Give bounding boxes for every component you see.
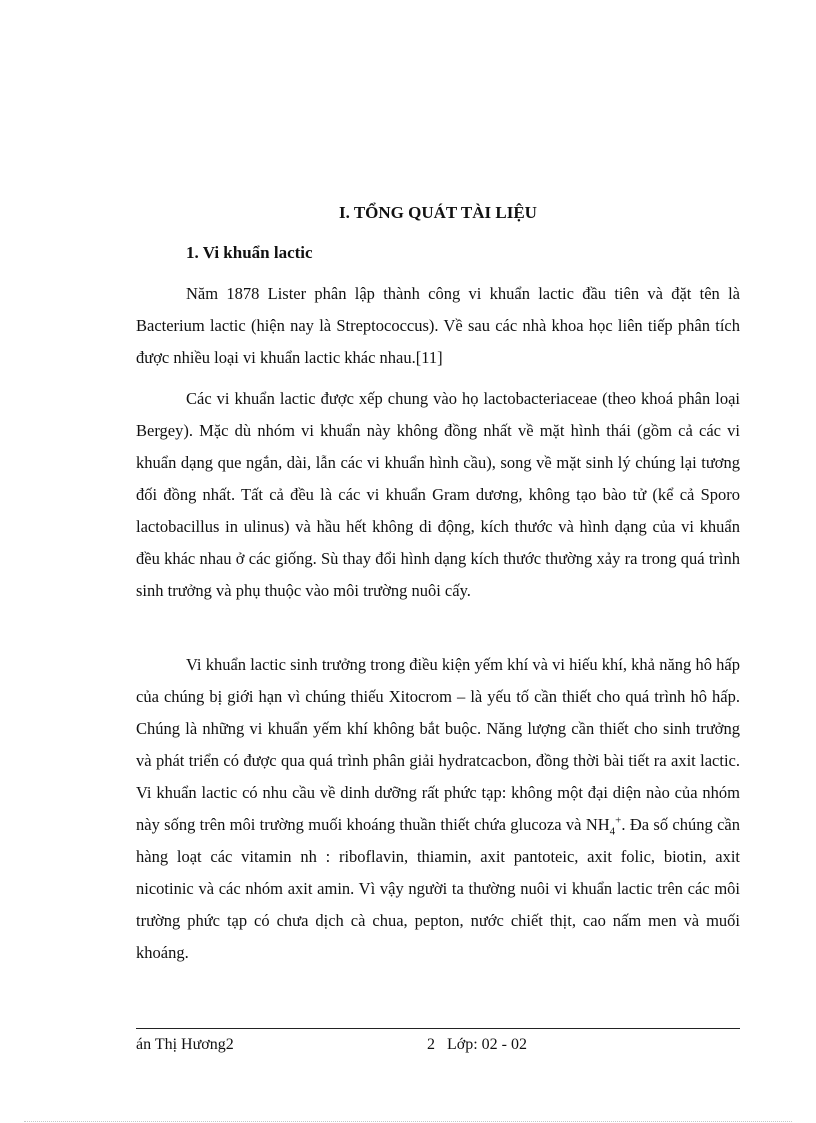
section-title: 1. Vi khuẩn lactic (186, 243, 313, 262)
chapter-heading: I. TỔNG QUÁT TÀI LIỆU (339, 203, 537, 222)
class-label: Lớp: 02 - 02 (447, 1036, 528, 1053)
ammonium-subscript: 4 (609, 825, 616, 838)
paragraph-physiology-text-2: . Đa số chúng cần hàng loạt các vitamin nh : riboflavin, thiamin, axit pantoteic, axit folic, biotin, axit nicotinic và các nhóm axit amin. Vì vậy người ta thường nuôi vi khuẩn lactic trên các môi trường phức tạp có chưa dịch cà chua, pepton, nước chiết thịt, cao nấm men và muối khoáng. (136, 815, 740, 962)
ammonium-superscript: + (615, 814, 622, 827)
footer-page-info (427, 1036, 527, 1054)
paragraph-physiology (136, 649, 740, 969)
footer-divider (136, 1028, 740, 1029)
page-footer (136, 1036, 740, 1056)
paragraph-physiology-text-1: Vi khuẩn lactic sinh trưởng trong điều kiện yếm khí và vi hiếu khí, khả năng hô hấp của chúng bị giới hạn vì chúng thiếu Xitocrom – là yếu tố cần thiết cho quá trình hô hấp. Chúng là những vi khuẩn yếm khí không bắt buộc. Năng lượng cần thiết cho sinh trưởng và phát triển có được qua quá trình phân giải hydratcacbon, đồng thời bài tiết ra axit lactic. Vi khuẩn lactic có nhu cầu về dinh dưỡng rất phức tạp: không một đại diện nào của nhóm này sống trên môi trường muối khoáng thuần thiết chứa glucoza và NH (136, 655, 740, 834)
page-bottom-edge (24, 1121, 792, 1122)
footer-author: án Thị Hương2 (136, 1036, 234, 1053)
paragraph-history: Năm 1878 Lister phân lập thành công vi khuẩn lactic đầu tiên và đặt tên là Bacterium lactic (hiện nay là Streptococcus). Về sau các nhà khoa học liên tiếp phân tích được nhiều loại vi khuẩn lactic khác nhau.[11] (136, 284, 740, 367)
page-number: 2 (427, 1036, 435, 1053)
paragraph-classification: Các vi khuẩn lactic được xếp chung vào họ lactobacteriaceae (theo khoá phân loại Bergey). Mặc dù nhóm vi khuẩn này không đồng nhất về mặt hình thái (gồm cả các vi khuẩn dạng que ngắn, dài, lẫn các vi khuẩn hình cầu), song về mặt sinh lý chúng lại tương đối đồng nhất. Tất cả đều là các vi khuẩn Gram dương, không tạo bào tử (kể cả Sporo lactobacillus in ulinus) và hầu hết không di động, kích thước và hình dạng của vi khuẩn đều khác nhau ở các giống. Sù thay đổi hình dạng kích thước thường xảy ra trong quá trình sinh trưởng và phụ thuộc vào môi trường nuôi cấy. (136, 389, 740, 600)
